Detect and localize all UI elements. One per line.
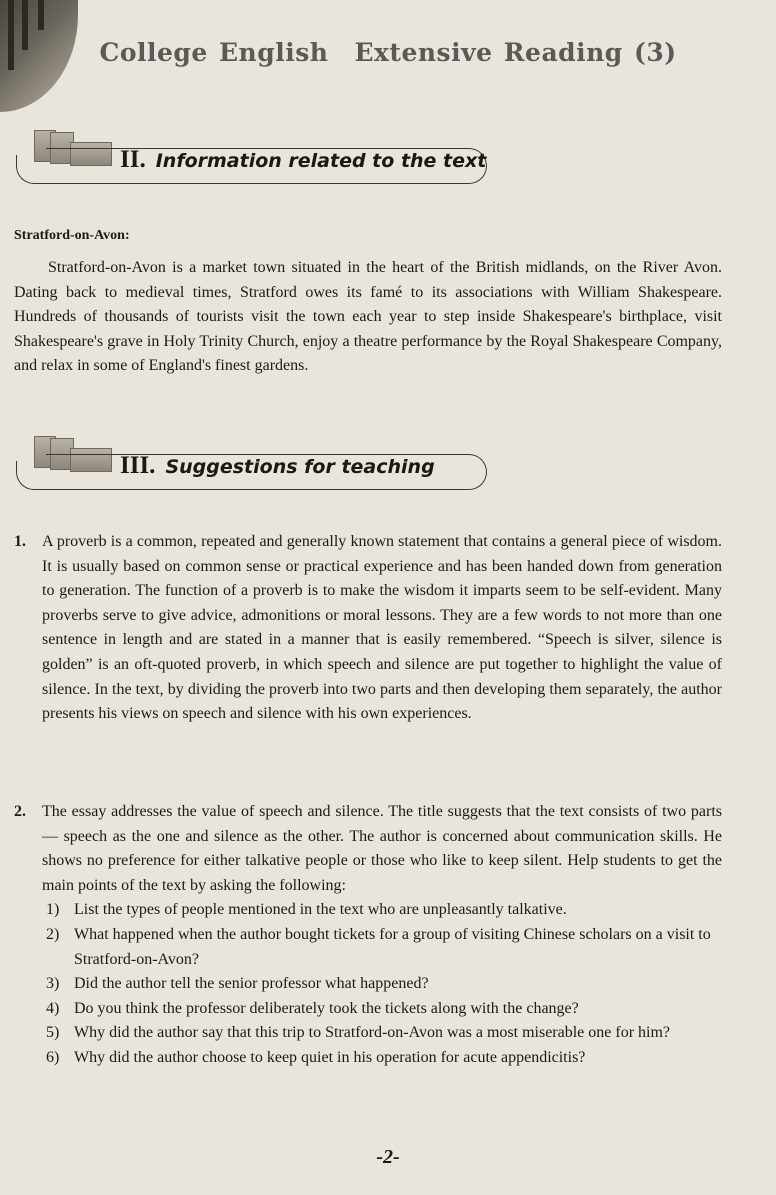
question-number: 2) [46, 925, 60, 943]
item-number: 2. [14, 803, 26, 820]
stratford-paragraph: Stratford-on-Avon is a market town situated in the heart of the British midlands, on the River Avon. Dating back to medieval times, Stratford owes its famé to its associations with William Shakespeare. Hundreds of thousands of tourists visit the town each year to step inside Shakespeare's birthplace, visit Shakespeare's grave in Holy Trinity Church, enjoy a theatre performance by the Royal Shakespeare Company, and relax in some of England's finest gardens. [14, 259, 722, 375]
question-text: Do you think the professor deliberately took the tickets along with the change? [74, 999, 579, 1017]
question [42, 972, 722, 997]
question [42, 898, 722, 923]
running-header [0, 38, 776, 67]
item-text: A proverb is a common, repeated and generally known statement that contains a general piece of wisdom. It is usually based on common sense or practical experience and has been handed down from generation to generation. The function of a proverb is to make the wisdom it imparts seem to be self-evident. Many proverbs serve to give advice, admonitions or moral lessons. They are a few words to not more than one sentence in length and are stated in a manner that is easily remembered. “Speech is silver, silence is golden” is an oft-quoted proverb, in which speech and silence are put together to highlight the value of silence. In the text, by dividing the proverb into two parts and then developing them separately, the author presents his views on speech and silence with his own experiences. [42, 533, 722, 723]
page-number: -2- [376, 1146, 400, 1168]
section-banner-information [10, 128, 490, 190]
question-number: 3) [46, 975, 60, 993]
question-text: Did the author tell the senior professor what happened? [74, 975, 429, 993]
section-number: II. [120, 146, 146, 173]
question [42, 1046, 722, 1071]
question-text: What happened when the author bought tickets for a group of visiting Chinese scholars on a visit to Stratford-on-Avon? [74, 925, 711, 968]
question [42, 997, 722, 1022]
question-number: 4) [46, 999, 60, 1017]
section-title: Suggestions for teaching [165, 456, 435, 478]
section-heading-suggestions [120, 452, 435, 480]
stratford-heading: Stratford-on-Avon: [14, 228, 130, 243]
book-title: College English [99, 38, 329, 67]
list-item [14, 800, 722, 1071]
question-text: Why did the author say that this trip to Stratford-on-Avon was a most miserable one for him? [74, 1024, 671, 1042]
book-subtitle: Extensive Reading (3) [354, 38, 677, 67]
item-text: The essay addresses the value of speech and silence. The title suggests that the text consists of two parts — speech as the one and silence as the other. The author is concerned about communication skills. He shows no preference for either talkative people or those who like to keep silent. Help students to get the main points of the text by asking the following: [42, 803, 722, 894]
question-number: 5) [46, 1024, 60, 1042]
question [42, 923, 722, 972]
list-item [14, 530, 722, 727]
question-text: Why did the author choose to keep quiet in his operation for acute appendicitis? [74, 1048, 586, 1066]
section-title: Information related to the text [155, 150, 487, 172]
question-number: 1) [46, 901, 60, 919]
question-text: List the types of people mentioned in the text who are unpleasantly talkative. [74, 901, 567, 919]
question-number: 6) [46, 1048, 60, 1066]
section-banner-suggestions [10, 434, 490, 496]
section-heading-information [120, 146, 486, 174]
section-number: III. [120, 452, 156, 479]
question [42, 1021, 722, 1046]
item-number: 1. [14, 533, 26, 550]
